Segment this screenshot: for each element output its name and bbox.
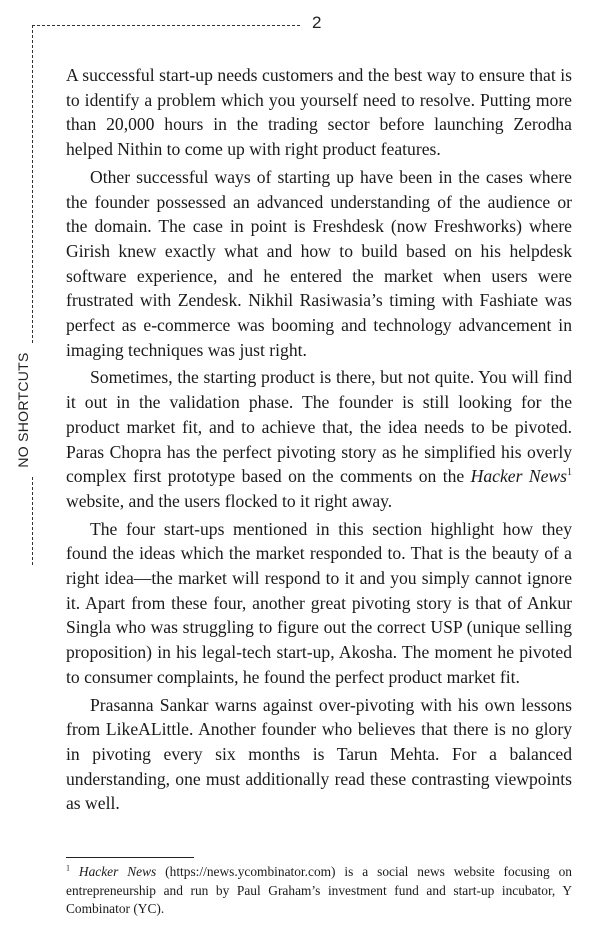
paragraph-2: Other successful ways of starting up have been in the cases where the founder possessed an advanced understanding of the audience or the domain. The case in point is Freshdesk (now Freshworks) where Girish knew exactly what and how to build based on his helpdesk software experience, and he entered the market when users were frustrated with Zendesk. Nikhil Rasiwasia’s timing with Fashiate was perfect as e-commerce was booming and technology advancement in imaging techniques was just right. bbox=[66, 166, 572, 360]
footnote-hacker-news-title: Hacker News bbox=[78, 864, 157, 879]
footnote-marker: 1 bbox=[66, 863, 70, 873]
footnote bbox=[66, 863, 572, 919]
footnote-rule bbox=[66, 857, 194, 858]
paragraph-3 bbox=[66, 365, 572, 513]
paragraph-3-text-before: Sometimes, the starting product is there, but not quite. You will find it out in the validation phase. The founder is still looking for the product market fit, and to achieve that, the idea needs to be pivoted. Paras Chopra has the perfect pivoting story as he simplified his overly complex first prototype based on the comments on the bbox=[66, 367, 572, 487]
hacker-news-title: Hacker News bbox=[470, 466, 567, 487]
top-dashed-rule bbox=[32, 25, 300, 26]
paragraph-5: Prasanna Sankar warns against over-pivoting with his own lessons from LikeALittle. Another founder who believes that there is no glory in pivoting every six months is Tarun Mehta. For a balanced understanding, one must additionally read these contrasting viewpoints as well. bbox=[66, 694, 572, 814]
body-text bbox=[66, 63, 572, 819]
running-head: NO SHORTCUTS bbox=[15, 352, 31, 468]
page-number: 2 bbox=[312, 13, 322, 32]
paragraph-1: A successful start-up needs customers and the best way to ensure that is to identify a problem which you yourself need to resolve. Putting more than 20,000 hours in the trading sector before launching Zerodha helped Nithin to come up with right product features. bbox=[66, 65, 572, 160]
footnote-reference: 1 bbox=[566, 467, 572, 479]
side-dashed-rule-lower bbox=[32, 477, 33, 565]
footnote-text: (https://news.ycombinator.com) is a social news website focusing on entrepreneurship and run by Paul Graham’s investment fund and start-up incubator, Y Combinator (YC). bbox=[66, 864, 572, 916]
side-dashed-rule-upper bbox=[32, 25, 33, 343]
paragraph-4: The four start-ups mentioned in this section highlight how they found the ideas which the market responded to. That is the beauty of a right idea—the market will respond to it and you simply cannot ignore it. Apart from these four, another great pivoting story is that of Ankur Singla who was struggling to figure out the correct USP (unique selling proposition) in his legal-tech start-up, Akosha. The moment he pivoted to consumer complaints, he found the perfect product market fit. bbox=[66, 518, 572, 687]
paragraph-3-text-after: website, and the users flocked to it right away. bbox=[66, 490, 393, 511]
